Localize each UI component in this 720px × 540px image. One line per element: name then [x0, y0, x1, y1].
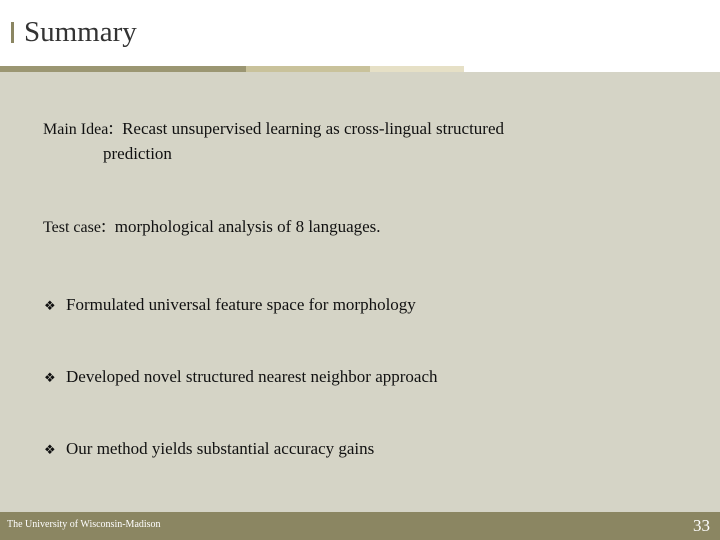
slide-footer [0, 512, 720, 540]
diamond-bullet-icon: ❖ [44, 370, 56, 385]
bullet-text: Formulated universal feature space for morphology [66, 295, 416, 314]
slide-title: Summary [24, 16, 137, 48]
footer-institution: The University of Wisconsin-Madison [7, 519, 161, 530]
slide-content [0, 72, 720, 512]
test-case-line [43, 215, 381, 240]
title-bar [0, 0, 720, 66]
diamond-bullet-icon: ❖ [44, 298, 56, 313]
bullet-item [44, 293, 416, 318]
test-case-colon: : [100, 216, 107, 237]
main-idea-line-2: prediction [103, 144, 172, 163]
test-case-label: Test case [43, 219, 101, 236]
main-idea-label: Main Idea [43, 121, 109, 138]
main-idea-text: Recast unsupervised learning as cross-lingual structured [122, 119, 505, 138]
bullet-item [44, 365, 438, 390]
bullet-text: Developed novel structured nearest neighbor approach [66, 367, 438, 386]
bullet-item [44, 437, 374, 462]
title-accent-bar [11, 22, 14, 43]
bullet-text: Our method yields substantial accuracy gains [66, 439, 375, 458]
test-case-text: morphological analysis of 8 languages. [114, 217, 381, 236]
diamond-bullet-icon: ❖ [44, 442, 56, 457]
main-idea-colon: : [108, 118, 114, 139]
main-idea-line [43, 117, 504, 142]
page-number: 33 [693, 516, 710, 535]
